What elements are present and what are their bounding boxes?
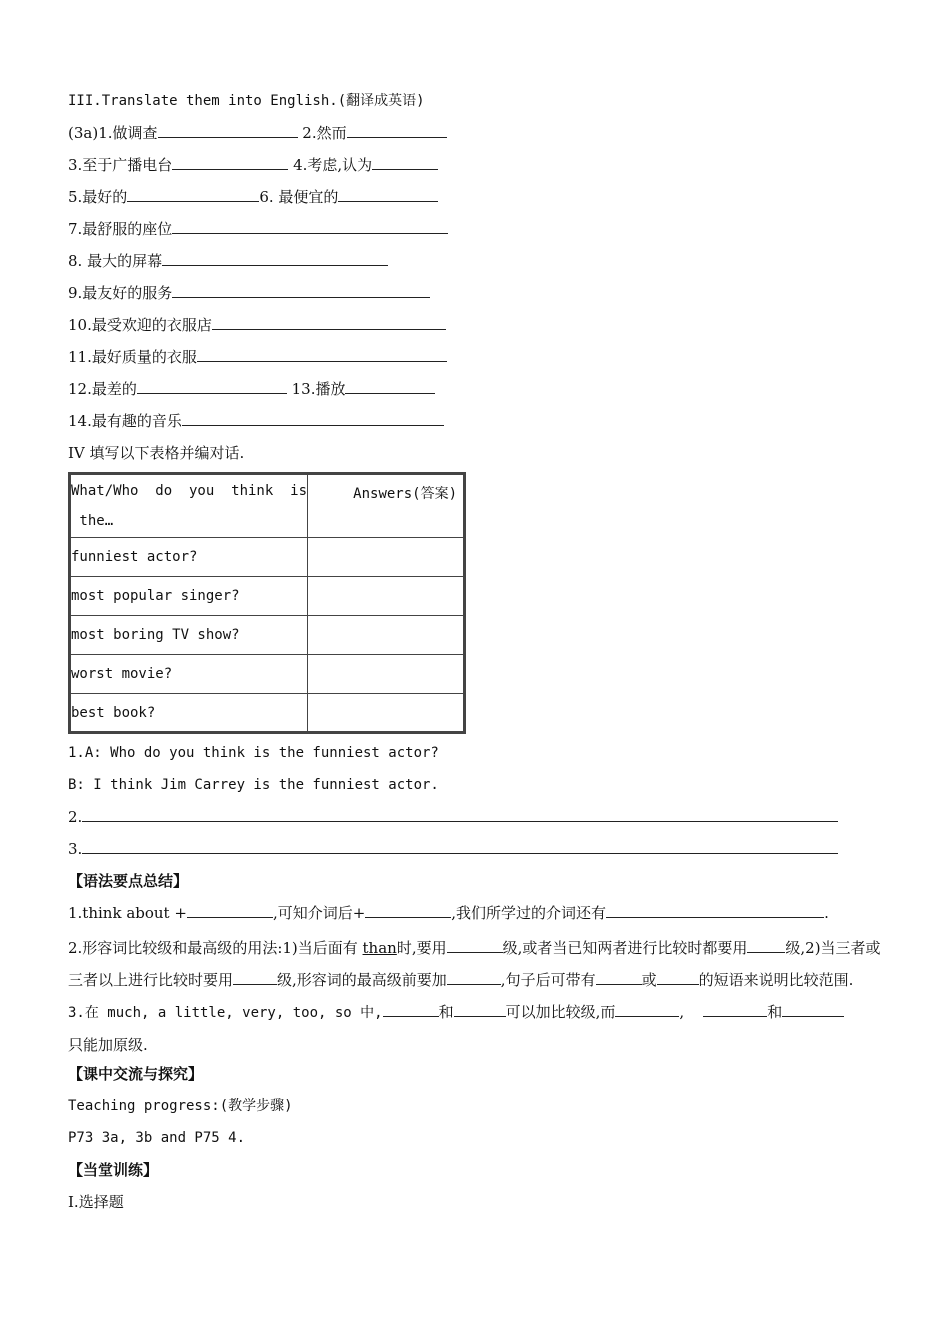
grammar-text: 和 — [438, 1003, 454, 1021]
translate-row — [68, 408, 888, 440]
question-cell: most popular singer? — [70, 577, 308, 616]
grammar-text: 时,要用 — [396, 939, 447, 957]
grammar-text: 只能加原级. — [68, 1036, 148, 1054]
grammar-text: 和 — [767, 1003, 783, 1021]
answer-blank[interactable] — [158, 121, 298, 138]
answer-blank[interactable] — [212, 313, 446, 330]
item-label: 5.最好的 — [68, 188, 128, 206]
exchange-line: Teaching progress:(教学步骤) — [68, 1098, 293, 1114]
dialog-number: 2. — [68, 808, 83, 826]
grammar-text: ,句子后可带有 — [500, 971, 596, 989]
worksheet-page — [68, 88, 888, 1221]
question-cell: best book? — [70, 694, 308, 733]
section-3-heading: III.Translate them into English.(翻译成英语) — [68, 93, 425, 109]
answer-blank[interactable] — [345, 377, 435, 394]
item-label: 12.最差的 — [68, 380, 137, 398]
answers-header — [308, 474, 465, 538]
practice-heading: 【当堂训练】 — [68, 1161, 159, 1179]
section-4-heading: IV 填写以下表格并编对话. — [68, 444, 245, 462]
answer-blank[interactable] — [596, 968, 642, 985]
item-label: 11.最好质量的衣服 — [68, 348, 197, 366]
table-header-row — [70, 474, 465, 538]
question-cell: worst movie? — [70, 655, 308, 694]
grammar-point-3 — [68, 996, 883, 1061]
answer-blank[interactable] — [127, 185, 259, 202]
grammar-text: 1.think about — [68, 904, 175, 922]
answer-blank[interactable] — [606, 901, 824, 918]
answer-blank[interactable] — [447, 936, 503, 953]
grammar-text: ,可知介词后+ — [272, 904, 366, 922]
practice-line: I.选择题 — [68, 1193, 124, 1211]
dialog-blank[interactable] — [82, 805, 838, 822]
answer-blank[interactable] — [691, 968, 699, 985]
table-row — [70, 616, 465, 655]
grammar-text: 2.形容词比较级和最高级的用法:1)当后面有 — [68, 939, 363, 957]
exchange-heading: 【课中交流与探究】 — [68, 1065, 204, 1083]
item-label: 13.播放 — [286, 380, 346, 398]
answer-blank[interactable] — [347, 121, 447, 138]
translate-row — [68, 216, 888, 248]
answer-cell[interactable] — [308, 616, 465, 655]
item-label: 7.最舒服的座位 — [68, 220, 173, 238]
answer-blank[interactable] — [615, 1000, 679, 1017]
answer-cell[interactable] — [308, 694, 465, 733]
translate-row — [68, 248, 888, 280]
answer-blank[interactable] — [137, 377, 287, 394]
item-label: 3.至于广播电台 — [68, 156, 173, 174]
question-cell: funniest actor? — [70, 538, 308, 577]
translate-row — [68, 376, 888, 408]
grammar-text: 级,或者当已知两者进行比较时都要用 — [502, 939, 748, 957]
translate-row — [68, 120, 888, 152]
grammar-point-2 — [68, 932, 883, 996]
item-label: 14.最有趣的音乐 — [68, 412, 182, 430]
answer-blank[interactable] — [372, 153, 438, 170]
grammar-text: than — [362, 939, 397, 957]
question-cell: most boring TV show? — [70, 616, 308, 655]
answer-blank[interactable] — [338, 185, 438, 202]
grammar-text: 或 — [641, 971, 657, 989]
dialog-line: 1.A: Who do you think is the funniest actor? — [68, 745, 439, 761]
translate-row — [68, 280, 888, 312]
item-label: (3a)1.做调查 — [68, 124, 158, 142]
answer-blank[interactable] — [233, 968, 277, 985]
answer-blank[interactable] — [447, 968, 501, 985]
grammar-text: + — [174, 904, 187, 922]
answer-cell[interactable] — [308, 655, 465, 694]
grammar-text: ,我们所学过的介词还有 — [451, 904, 607, 922]
answer-blank[interactable] — [703, 1000, 767, 1017]
question-header-line2: the… — [71, 513, 114, 529]
answer-blank[interactable] — [454, 1000, 506, 1017]
translate-row — [68, 184, 888, 216]
answer-cell[interactable] — [308, 577, 465, 616]
grammar-text: . — [824, 904, 829, 922]
item-label: 6. 最便宜的 — [259, 188, 339, 206]
translate-row — [68, 312, 888, 344]
answer-blank[interactable] — [172, 217, 448, 234]
dialog-blank[interactable] — [82, 837, 838, 854]
grammar-text: 的短语来说明比较范围. — [698, 971, 854, 989]
survey-table — [68, 472, 466, 734]
item-label: 9.最友好的服务 — [68, 284, 173, 302]
table-row — [70, 577, 465, 616]
item-label: 4.考虑,认为 — [288, 156, 373, 174]
grammar-text: 级,形容词的最高级前要加 — [277, 971, 447, 989]
answer-blank[interactable] — [383, 1000, 439, 1017]
answer-blank[interactable] — [187, 901, 273, 918]
item-label: 8. 最大的屏幕 — [68, 252, 163, 270]
item-label: 2.然而 — [297, 124, 347, 142]
question-header — [70, 474, 308, 538]
grammar-point-1 — [68, 900, 888, 932]
answer-blank[interactable] — [197, 345, 447, 362]
table-row — [70, 538, 465, 577]
answer-blank[interactable] — [657, 968, 691, 985]
answer-blank[interactable] — [162, 249, 388, 266]
grammar-text: 级,2)当三者或三者以上进行比较时要用 — [68, 939, 881, 989]
dialog-line — [68, 804, 888, 836]
translate-row — [68, 152, 888, 184]
exchange-line: P73 3a, 3b and P75 4. — [68, 1130, 246, 1146]
answer-blank[interactable] — [172, 153, 288, 170]
grammar-heading: 【语法要点总结】 — [68, 872, 189, 890]
grammar-text: 3.在 much, a little, very, too, so 中, — [68, 1005, 383, 1021]
answer-blank[interactable] — [172, 281, 430, 298]
answer-blank[interactable] — [782, 1000, 844, 1017]
translate-row — [68, 344, 888, 376]
answer-blank[interactable] — [747, 936, 785, 953]
dialog-number: 3. — [68, 840, 83, 858]
item-label: 10.最受欢迎的衣服店 — [68, 316, 212, 334]
answer-cell[interactable] — [308, 538, 465, 577]
table-row — [70, 655, 465, 694]
grammar-text: , — [679, 1003, 685, 1021]
dialog-line — [68, 836, 888, 868]
answers-header-label: Answers(答案) — [353, 486, 458, 502]
answer-blank[interactable] — [182, 409, 444, 426]
answer-blank[interactable] — [365, 901, 451, 918]
table-row — [70, 694, 465, 733]
grammar-text: 可以加比较级,而 — [505, 1003, 616, 1021]
dialog-line: B: I think Jim Carrey is the funniest actor. — [68, 777, 439, 793]
question-header-line1: What/Who do you think is — [71, 483, 308, 499]
